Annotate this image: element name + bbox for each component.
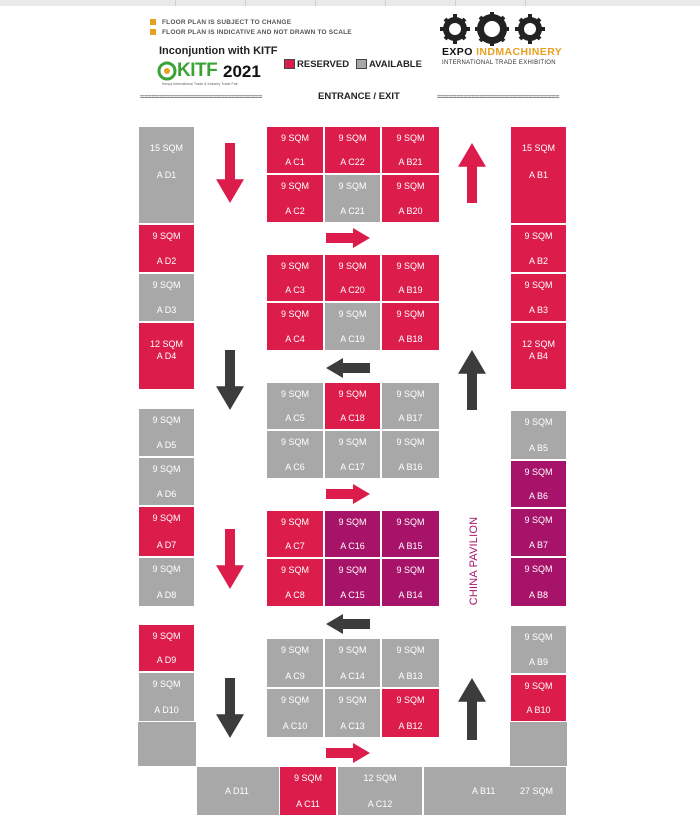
dash-line-left: ================================ (140, 93, 263, 101)
booth-size: 9 SQM (524, 280, 553, 290)
booth-a-b2[interactable] (510, 224, 567, 273)
booth-id: A D7 (156, 540, 177, 550)
booth-a-c20[interactable] (324, 254, 381, 302)
booth-size: 12 SQM (521, 339, 555, 349)
booth-id: A D6 (156, 489, 177, 499)
booth-size: 9 SQM (280, 517, 309, 527)
booth-size: 9 SQM (524, 681, 553, 691)
booth-id: A B19 (398, 285, 423, 295)
booth-a-d8[interactable] (138, 557, 195, 607)
booth-id: A B2 (528, 256, 548, 266)
booth-id: A D2 (156, 256, 177, 266)
china-pavilion-label: CHINA PAVILION (468, 516, 480, 606)
booth-a-b20[interactable] (381, 174, 440, 223)
booth-size: 9 SQM (280, 133, 309, 143)
booth-a-b17[interactable] (381, 382, 440, 430)
booth-size: 9 SQM (338, 695, 367, 705)
booth-a-c12[interactable] (337, 766, 423, 816)
booth-a-d9[interactable] (138, 624, 195, 672)
booth-size: 9 SQM (280, 645, 309, 655)
booth-a-b9[interactable] (510, 625, 567, 674)
booth-size: 27 SQM (137, 786, 171, 796)
booth-a-b5[interactable] (510, 410, 567, 460)
filler-right (510, 722, 567, 766)
booth-a-b4[interactable] (510, 322, 567, 390)
booth-id: A D8 (156, 590, 177, 600)
booth-size: 15 SQM (521, 143, 555, 153)
booth-id: A D1 (156, 170, 177, 180)
booth-id: A C20 (340, 285, 365, 295)
kitf-leaf-icon (157, 60, 177, 82)
booth-a-b16[interactable] (381, 430, 440, 479)
booth-id: A C22 (340, 157, 365, 167)
arrow-left-icon (326, 614, 370, 634)
dash-line-right: ================================ (437, 93, 560, 101)
kitf-year: 2021 (223, 62, 261, 81)
booth-id: A D9 (156, 655, 177, 665)
arrow-up-icon (458, 678, 486, 740)
booth-size: 9 SQM (152, 679, 181, 689)
expo-title: EXPO INDMACHINERY (442, 46, 563, 58)
booth-size: 9 SQM (152, 231, 181, 241)
booth-id: A C10 (282, 721, 308, 731)
booth-a-c7[interactable] (266, 510, 324, 558)
arrow-up-icon (458, 143, 486, 203)
booth-id: A B12 (398, 721, 423, 731)
booth-a-c14[interactable] (324, 638, 381, 688)
booth-size: 9 SQM (280, 261, 309, 271)
booth-size: 9 SQM (280, 181, 309, 191)
legend-reserved-label: RESERVED (297, 59, 350, 70)
arrow-right-icon (326, 743, 370, 763)
booth-id: A B16 (398, 462, 423, 472)
booth-id: A C14 (340, 671, 365, 681)
booth-size: 9 SQM (524, 417, 553, 427)
bullet-icon (150, 29, 156, 35)
booth-size: 9 SQM (524, 231, 553, 241)
booth-a-b13[interactable] (381, 638, 440, 688)
booth-size: 9 SQM (338, 645, 367, 655)
booth-a-d4[interactable] (138, 322, 195, 390)
booth-size: 9 SQM (338, 389, 367, 399)
booth-a-d10[interactable] (138, 672, 195, 722)
booth-id: A C5 (285, 413, 305, 423)
booth-id: A B3 (528, 305, 548, 315)
booth-a-c8[interactable] (266, 558, 324, 607)
booth-size: 9 SQM (152, 415, 181, 425)
booth-a-b21[interactable] (381, 126, 440, 174)
booth-size: 9 SQM (152, 631, 181, 641)
booth-size: 9 SQM (280, 695, 309, 705)
booth-id: A B14 (398, 590, 423, 600)
booth-a-c4[interactable] (266, 302, 324, 351)
booth-id: A D4 (156, 351, 177, 361)
booth-a-c15[interactable] (324, 558, 381, 607)
booth-id: A C2 (285, 206, 305, 216)
booth-size: 9 SQM (338, 309, 367, 319)
booth-size: 9 SQM (338, 133, 367, 143)
booth-id: A C17 (340, 462, 365, 472)
arrow-down-icon (216, 143, 244, 203)
booth-id: A D3 (156, 305, 177, 315)
booth-id: A D5 (156, 440, 177, 450)
kitf-word: KITF (177, 60, 218, 81)
booth-a-b6[interactable] (510, 460, 567, 508)
booth-id: A B18 (398, 334, 423, 344)
booth-a-b7[interactable] (510, 508, 567, 557)
booth-a-c21[interactable] (324, 174, 381, 223)
booth-size: 9 SQM (293, 773, 322, 783)
booth-a-c22[interactable] (324, 126, 381, 174)
booth-size: 9 SQM (524, 564, 553, 574)
booth-size: 9 SQM (396, 133, 425, 143)
booth-a-c19[interactable] (324, 302, 381, 351)
booth-a-b8[interactable] (510, 557, 567, 607)
booth-a-c6[interactable] (266, 430, 324, 479)
booth-a-b12[interactable] (381, 688, 440, 738)
booth-a-c2[interactable] (266, 174, 324, 223)
booth-id: A B11 (472, 786, 496, 796)
booth-size: 9 SQM (396, 309, 425, 319)
booth-a-c1[interactable] (266, 126, 324, 174)
booth-id: A C18 (340, 413, 365, 423)
booth-id: A B1 (528, 170, 548, 180)
booth-a-b10[interactable] (510, 674, 567, 722)
booth-a-d11[interactable] (137, 766, 280, 816)
arrow-down-icon (216, 529, 244, 589)
booth-size: 27 SQM (520, 786, 554, 796)
booth-size: 9 SQM (280, 437, 309, 447)
booth-size: 9 SQM (338, 181, 367, 191)
booth-id: A B8 (528, 590, 548, 600)
booth-size: 9 SQM (152, 280, 181, 290)
booth-a-d6[interactable] (138, 457, 195, 506)
booth-id: A B9 (528, 657, 548, 667)
booth-a-b14[interactable] (381, 558, 440, 607)
booth-a-b1[interactable] (510, 126, 567, 224)
booth-a-b18[interactable] (381, 302, 440, 351)
booth-size: 9 SQM (396, 517, 425, 527)
booth-id: A C15 (340, 590, 365, 600)
booth-size: 9 SQM (396, 645, 425, 655)
booth-a-d5[interactable] (138, 408, 195, 457)
booth-id: A B5 (528, 443, 548, 453)
booth-size: 9 SQM (396, 389, 425, 399)
note-subject-to-change: FLOOR PLAN IS SUBJECT TO CHANGE (150, 19, 291, 26)
booth-size: 9 SQM (524, 515, 553, 525)
kitf-logo (157, 60, 267, 88)
booth-a-b11[interactable] (423, 766, 567, 816)
booth-id: A C16 (340, 541, 365, 551)
booth-size: 9 SQM (280, 565, 309, 575)
booth-id: A B17 (398, 413, 423, 423)
legend-reserved-swatch (284, 59, 295, 69)
booth-id: A C4 (285, 334, 305, 344)
booth-id: A B10 (526, 705, 551, 715)
booth-a-c5[interactable] (266, 382, 324, 430)
booth-id: A B13 (398, 671, 423, 681)
booth-id: A C7 (285, 541, 305, 551)
booth-size: 9 SQM (152, 564, 181, 574)
booth-a-c3[interactable] (266, 254, 324, 302)
booth-id: A C12 (367, 799, 393, 809)
booth-size: 9 SQM (396, 437, 425, 447)
booth-size: 9 SQM (152, 464, 181, 474)
booth-size: 12 SQM (149, 339, 183, 349)
conjunction-text: Inconjuntion with KITF (159, 45, 278, 57)
booth-a-c13[interactable] (324, 688, 381, 738)
kitf-tagline: Kenya International Trade & Industry Trade Fair (162, 82, 238, 86)
booth-id: A C3 (285, 285, 305, 295)
booth-a-c10[interactable] (266, 688, 324, 738)
booth-id: A C13 (340, 721, 365, 731)
booth-size: 15 SQM (149, 143, 183, 153)
booth-size: 9 SQM (280, 389, 309, 399)
booth-a-d2[interactable] (138, 224, 195, 273)
arrow-down-icon (216, 678, 244, 738)
booth-id: A D11 (225, 786, 249, 796)
entrance-exit-label: ENTRANCE / EXIT (318, 91, 400, 102)
top-strip (0, 0, 700, 6)
filler-left (138, 722, 196, 766)
booth-id: A B20 (398, 206, 423, 216)
booth-id: A C9 (285, 671, 305, 681)
booth-id: A B7 (528, 540, 548, 550)
booth-id: A B15 (398, 541, 423, 551)
booth-a-d3[interactable] (138, 273, 195, 322)
booth-a-b3[interactable] (510, 273, 567, 322)
booth-a-c18[interactable] (324, 382, 381, 430)
arrow-down-icon (216, 350, 244, 410)
booth-id: A B6 (528, 491, 548, 501)
booth-size: 9 SQM (396, 565, 425, 575)
booth-a-d7[interactable] (138, 506, 195, 557)
booth-a-b19[interactable] (381, 254, 440, 302)
legend-available-label: AVAILABLE (369, 59, 422, 70)
booth-size: 9 SQM (338, 261, 367, 271)
arrow-left-icon (326, 358, 370, 378)
booth-id: A C6 (285, 462, 305, 472)
booth-size: 9 SQM (152, 513, 181, 523)
booth-size: 9 SQM (524, 632, 553, 642)
booth-id: A D10 (154, 705, 179, 715)
bullet-icon (150, 19, 156, 25)
booth-a-c11[interactable] (279, 766, 337, 816)
booth-id: A B21 (398, 157, 423, 167)
booth-size: 9 SQM (396, 695, 425, 705)
booth-size: 9 SQM (396, 181, 425, 191)
note-not-to-scale: FLOOR PLAN IS INDICATIVE AND NOT DRAWN TO SCALE (150, 29, 352, 36)
booth-id: A C21 (340, 206, 365, 216)
booth-a-c9[interactable] (266, 638, 324, 688)
booth-id: A C11 (296, 799, 320, 809)
booth-id: A B4 (528, 351, 548, 361)
booth-a-d1[interactable] (138, 126, 195, 224)
booth-id: A C1 (285, 157, 305, 167)
booth-a-c16[interactable] (324, 510, 381, 558)
booth-size: 9 SQM (338, 565, 367, 575)
arrow-right-icon (326, 484, 370, 504)
expo-subtitle: INTERNATIONAL TRADE EXHIBITION (442, 60, 556, 66)
booth-a-c17[interactable] (324, 430, 381, 479)
booth-size: 9 SQM (338, 437, 367, 447)
booth-size: 9 SQM (524, 467, 553, 477)
booth-size: 9 SQM (396, 261, 425, 271)
booth-id: A C8 (285, 590, 305, 600)
legend-available-swatch (356, 59, 367, 69)
booth-size: 9 SQM (280, 309, 309, 319)
arrow-up-icon (458, 350, 486, 410)
booth-size: 12 SQM (363, 773, 397, 783)
booth-id: A C19 (340, 334, 365, 344)
arrow-right-icon (326, 228, 370, 248)
booth-size: 9 SQM (338, 517, 367, 527)
booth-a-b15[interactable] (381, 510, 440, 558)
